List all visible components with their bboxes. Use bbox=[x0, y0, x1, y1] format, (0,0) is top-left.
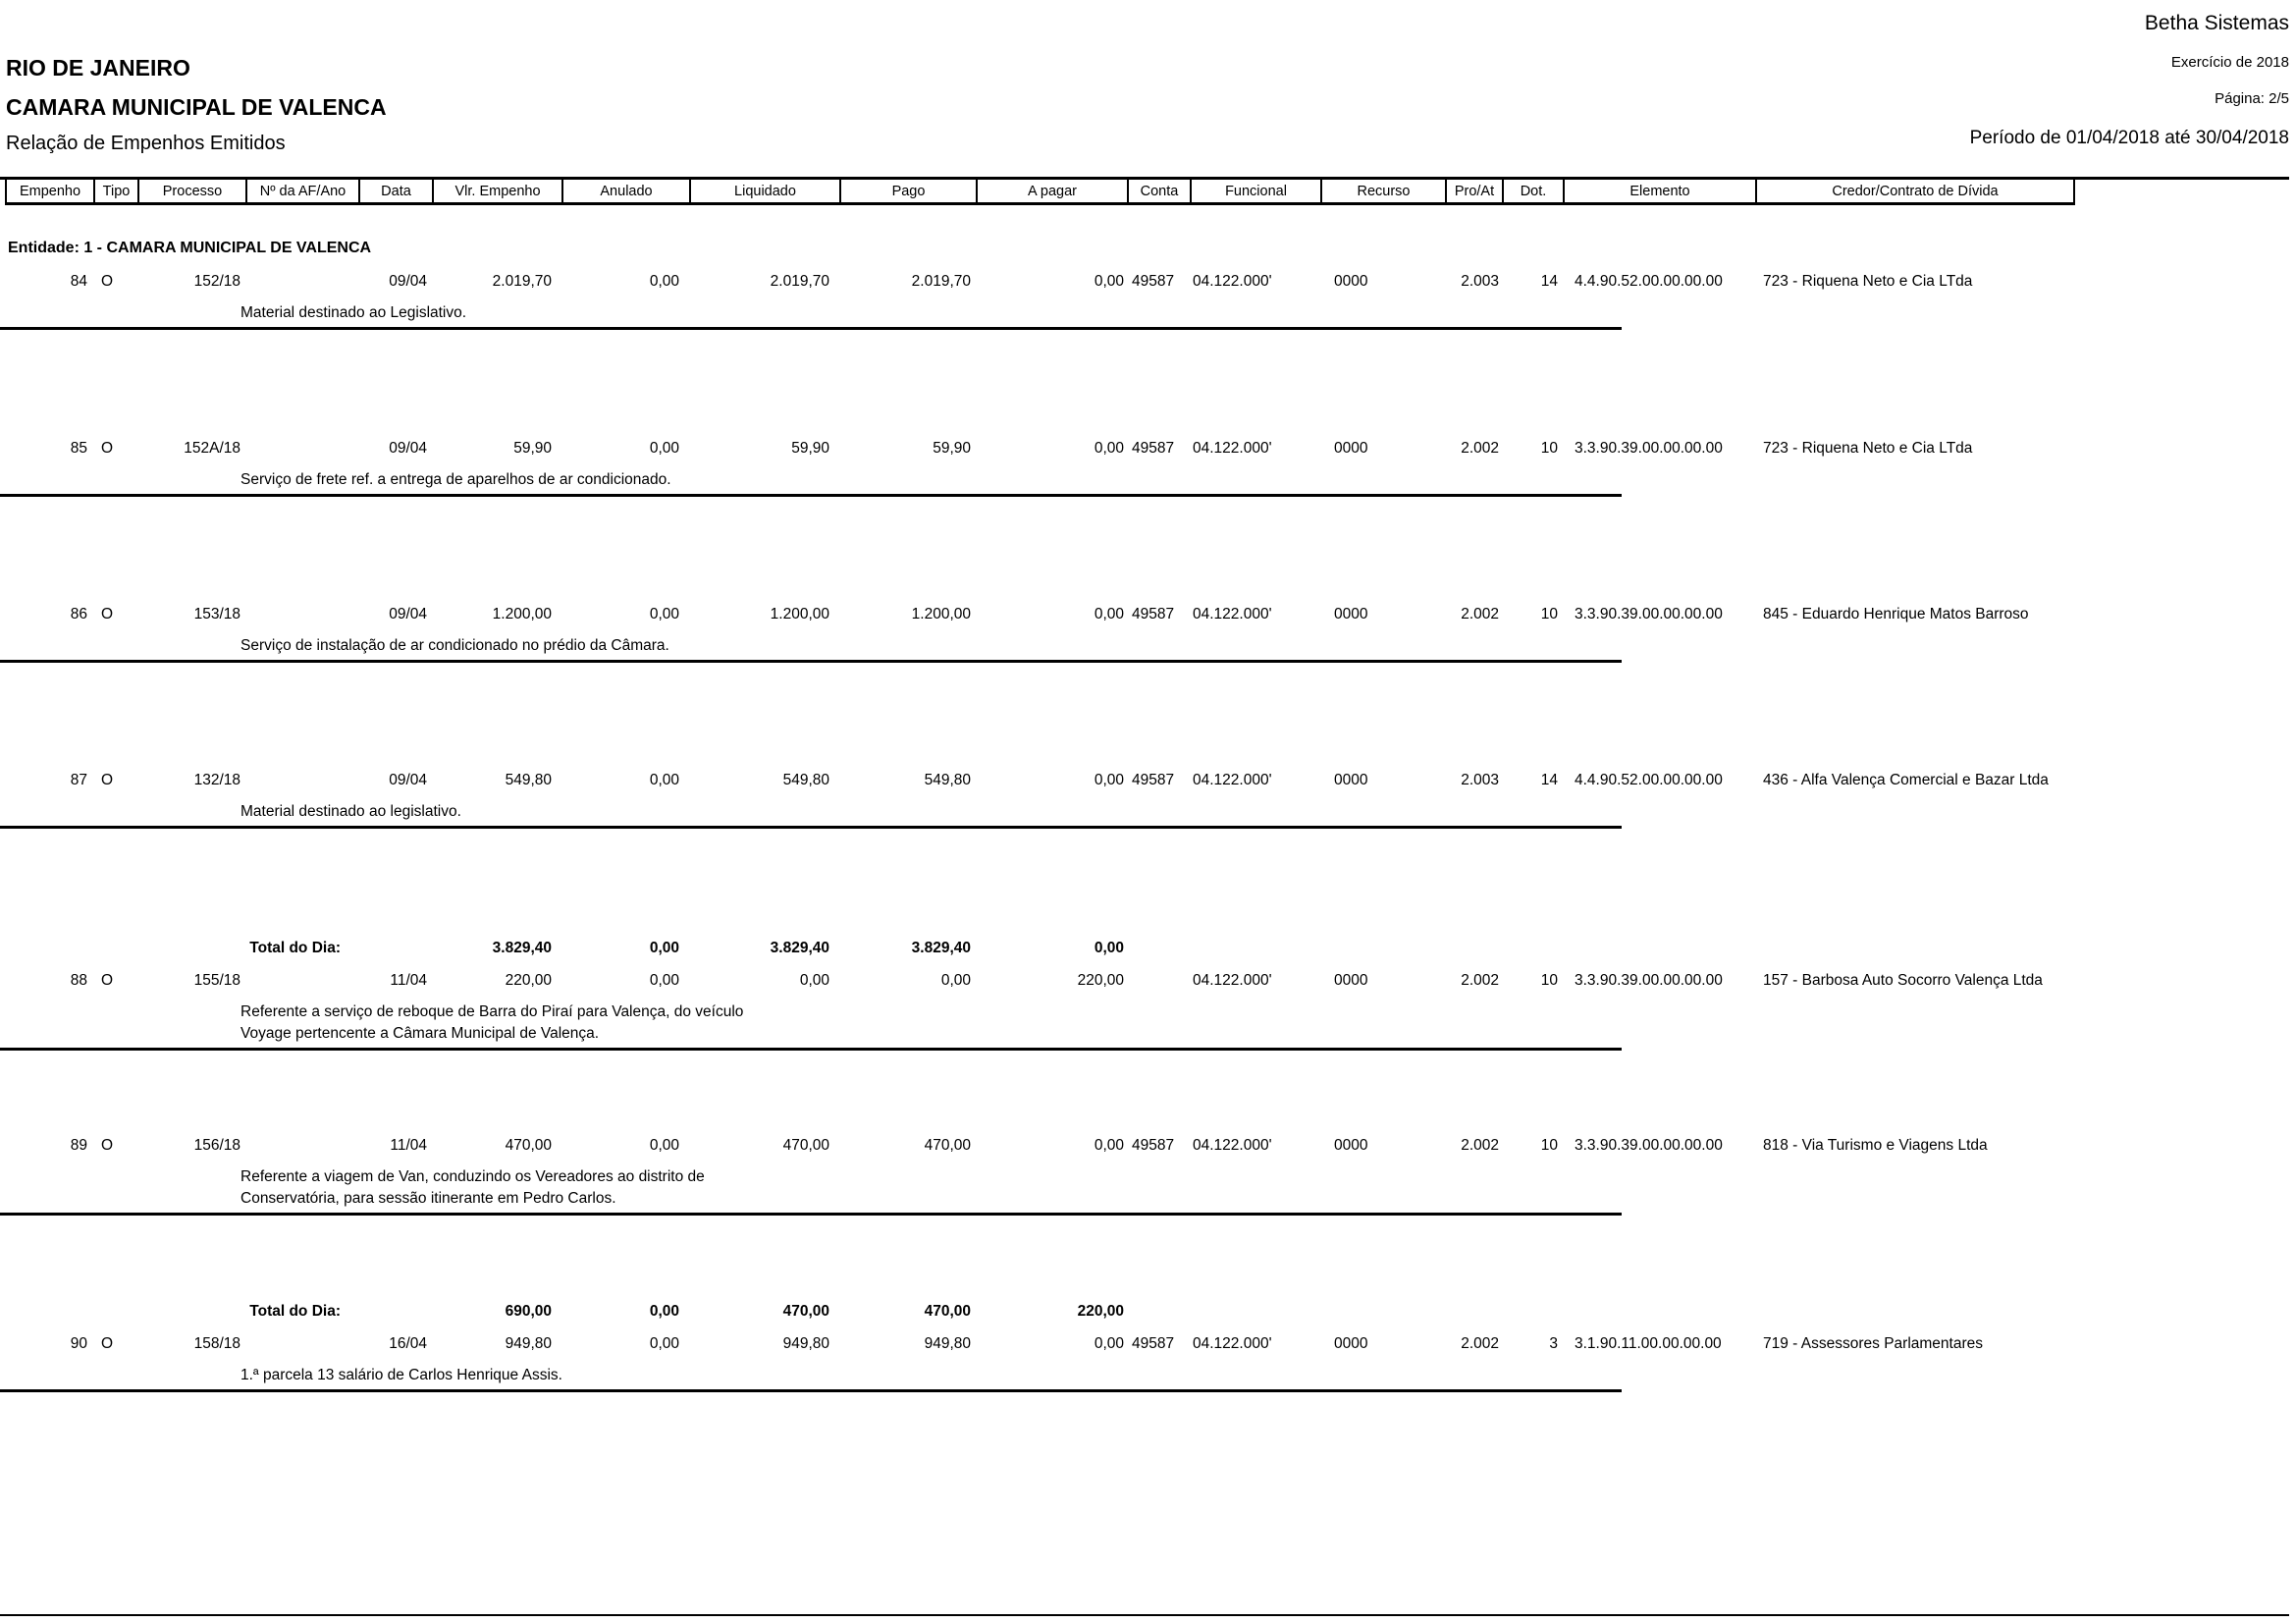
record-description bbox=[240, 801, 461, 823]
record-separator-rule bbox=[0, 494, 1622, 497]
cell-funcional: 04.122.000' bbox=[1193, 772, 1272, 788]
record-values bbox=[5, 1335, 2071, 1356]
cell-liquidado: 949,80 bbox=[782, 1335, 829, 1352]
column-header-af_ano: Nº da AF/Ano bbox=[247, 180, 360, 202]
record-description-line: Serviço de instalação de ar condicionado no prédio da Câmara. bbox=[240, 637, 669, 654]
column-header-empenho: Empenho bbox=[7, 180, 95, 202]
cell-data: 16/04 bbox=[389, 1335, 427, 1352]
cell-processo: 158/18 bbox=[193, 1335, 240, 1352]
cell-anulado: 0,00 bbox=[649, 606, 679, 622]
record-description bbox=[240, 1001, 743, 1045]
cell-credor: 723 - Riquena Neto e Cia LTda bbox=[1763, 273, 1973, 290]
empenho-record bbox=[0, 972, 2296, 1042]
cell-data: 09/04 bbox=[389, 440, 427, 457]
table-header-row bbox=[5, 180, 2075, 205]
cell-pago: 1.200,00 bbox=[911, 606, 971, 622]
cell-elemento: 4.4.90.52.00.00.00.00 bbox=[1575, 273, 1723, 290]
empenho-record bbox=[0, 772, 2296, 820]
cell-pro_at: 2.002 bbox=[1461, 1335, 1499, 1352]
cell-conta: 49587 bbox=[1132, 1137, 1175, 1154]
total-row bbox=[0, 940, 2296, 960]
cell-vlr_empenho: 2.019,70 bbox=[492, 273, 552, 290]
total-pago: 3.829,40 bbox=[911, 940, 971, 956]
cell-a_pagar: 0,00 bbox=[1094, 1335, 1124, 1352]
record-description bbox=[240, 1166, 705, 1210]
cell-a_pagar: 220,00 bbox=[1077, 972, 1124, 989]
cell-elemento: 3.3.90.39.00.00.00.00 bbox=[1575, 1137, 1723, 1154]
empenho-record bbox=[0, 1335, 2296, 1383]
cell-conta: 49587 bbox=[1132, 606, 1175, 622]
cell-vlr_empenho: 1.200,00 bbox=[492, 606, 552, 622]
column-header-elemento: Elemento bbox=[1565, 180, 1757, 202]
total-label: Total do Dia: bbox=[249, 1303, 341, 1320]
cell-anulado: 0,00 bbox=[649, 972, 679, 989]
total-anulado: 0,00 bbox=[649, 1303, 679, 1320]
column-header-processo: Processo bbox=[139, 180, 247, 202]
cell-af_ano bbox=[245, 1335, 358, 1356]
cell-pago: 59,90 bbox=[933, 440, 971, 457]
cell-pago: 949,80 bbox=[924, 1335, 971, 1352]
cell-elemento: 3.3.90.39.00.00.00.00 bbox=[1575, 972, 1723, 989]
total-liquidado: 3.829,40 bbox=[770, 940, 829, 956]
cell-tipo: O bbox=[101, 1335, 114, 1352]
cell-dot: 3 bbox=[1549, 1335, 1558, 1352]
cell-conta: 49587 bbox=[1132, 772, 1175, 788]
record-values bbox=[5, 1303, 2071, 1324]
cell-anulado: 0,00 bbox=[649, 273, 679, 290]
total-vlr_empenho: 690,00 bbox=[505, 1303, 552, 1320]
cell-dot: 10 bbox=[1540, 972, 1558, 989]
cell-vlr_empenho: 220,00 bbox=[505, 972, 552, 989]
cell-dot: 10 bbox=[1540, 1137, 1558, 1154]
cell-dot: 10 bbox=[1540, 440, 1558, 457]
cell-a_pagar: 0,00 bbox=[1094, 1137, 1124, 1154]
cell-elemento: 3.3.90.39.00.00.00.00 bbox=[1575, 440, 1723, 457]
record-values bbox=[5, 1137, 2071, 1158]
cell-liquidado: 1.200,00 bbox=[770, 606, 829, 622]
record-values bbox=[5, 940, 2071, 960]
cell-anulado: 0,00 bbox=[649, 772, 679, 788]
report-period: Período de 01/04/2018 até 30/04/2018 bbox=[1969, 128, 2289, 148]
column-header-a_pagar: A pagar bbox=[978, 180, 1129, 202]
cell-credor: 845 - Eduardo Henrique Matos Barroso bbox=[1763, 606, 2029, 622]
cell-credor: 157 - Barbosa Auto Socorro Valença Ltda bbox=[1763, 972, 2043, 989]
total-spacer bbox=[358, 1303, 432, 1324]
record-description-line: Material destinado ao Legislativo. bbox=[240, 304, 467, 321]
cell-af_ano bbox=[245, 772, 358, 792]
cell-anulado: 0,00 bbox=[649, 440, 679, 457]
column-header-pro_at: Pro/At bbox=[1447, 180, 1504, 202]
cell-a_pagar: 0,00 bbox=[1094, 606, 1124, 622]
cell-anulado: 0,00 bbox=[649, 1335, 679, 1352]
page-number: Página: 2/5 bbox=[2215, 90, 2289, 107]
cell-processo: 156/18 bbox=[193, 1137, 240, 1154]
cell-credor: 436 - Alfa Valença Comercial e Bazar Ltda bbox=[1763, 772, 2049, 788]
cell-pago: 470,00 bbox=[924, 1137, 971, 1154]
record-values bbox=[5, 772, 2071, 792]
cell-data: 11/04 bbox=[390, 972, 427, 989]
cell-tipo: O bbox=[101, 606, 114, 622]
record-description-line: Voyage pertencente a Câmara Municipal de Valença. bbox=[240, 1025, 600, 1042]
column-header-dot: Dot. bbox=[1504, 180, 1565, 202]
cell-credor: 818 - Via Turismo e Viagens Ltda bbox=[1763, 1137, 1988, 1154]
cell-empenho: 89 bbox=[70, 1137, 87, 1154]
cell-data: 09/04 bbox=[389, 273, 427, 290]
total-spacer bbox=[358, 940, 432, 960]
cell-pro_at: 2.003 bbox=[1461, 273, 1499, 290]
municipality-name: CAMARA MUNICIPAL DE VALENCA bbox=[6, 94, 387, 120]
column-header-vlr_empenho: Vlr. Empenho bbox=[434, 180, 563, 202]
record-description-line: Conservatória, para sessão itinerante em Pedro Carlos. bbox=[240, 1190, 616, 1207]
cell-funcional: 04.122.000' bbox=[1193, 972, 1272, 989]
column-header-funcional: Funcional bbox=[1192, 180, 1322, 202]
record-description bbox=[240, 635, 669, 657]
total-liquidado: 470,00 bbox=[782, 1303, 829, 1320]
column-header-liquidado: Liquidado bbox=[691, 180, 841, 202]
cell-elemento: 3.3.90.39.00.00.00.00 bbox=[1575, 606, 1723, 622]
cell-funcional: 04.122.000' bbox=[1193, 606, 1272, 622]
total-label: Total do Dia: bbox=[249, 940, 341, 956]
cell-recurso: 0000 bbox=[1334, 273, 1368, 290]
cell-processo: 152/18 bbox=[193, 273, 240, 290]
cell-liquidado: 0,00 bbox=[799, 972, 829, 989]
cell-conta: 49587 bbox=[1132, 1335, 1175, 1352]
cell-af_ano bbox=[245, 972, 358, 993]
cell-conta: 49587 bbox=[1132, 273, 1175, 290]
cell-data: 09/04 bbox=[389, 772, 427, 788]
cell-vlr_empenho: 470,00 bbox=[505, 1137, 552, 1154]
record-separator-rule bbox=[0, 660, 1622, 663]
cell-liquidado: 2.019,70 bbox=[770, 273, 829, 290]
record-values bbox=[5, 606, 2071, 626]
cell-vlr_empenho: 59,90 bbox=[513, 440, 552, 457]
cell-dot: 14 bbox=[1540, 772, 1558, 788]
cell-a_pagar: 0,00 bbox=[1094, 772, 1124, 788]
record-description-line: Serviço de frete ref. a entrega de aparelhos de ar condicionado. bbox=[240, 471, 671, 488]
cell-recurso: 0000 bbox=[1334, 606, 1368, 622]
record-description-line: Referente a viagem de Van, conduzindo os Vereadores ao distrito de bbox=[240, 1168, 705, 1185]
cell-funcional: 04.122.000' bbox=[1193, 440, 1272, 457]
record-separator-rule bbox=[0, 327, 1622, 330]
cell-funcional: 04.122.000' bbox=[1193, 1137, 1272, 1154]
cell-pro_at: 2.003 bbox=[1461, 772, 1499, 788]
column-header-conta: Conta bbox=[1129, 180, 1192, 202]
cell-tipo: O bbox=[101, 440, 114, 457]
record-separator-rule bbox=[0, 826, 1622, 829]
column-header-anulado: Anulado bbox=[563, 180, 691, 202]
cell-liquidado: 549,80 bbox=[782, 772, 829, 788]
empenho-record bbox=[0, 1137, 2296, 1207]
cell-conta: 49587 bbox=[1132, 440, 1175, 457]
cell-anulado: 0,00 bbox=[649, 1137, 679, 1154]
record-separator-rule bbox=[0, 1389, 1622, 1392]
cell-processo: 153/18 bbox=[193, 606, 240, 622]
cell-recurso: 0000 bbox=[1334, 772, 1368, 788]
cell-elemento: 3.1.90.11.00.00.00.00 bbox=[1575, 1335, 1722, 1352]
cell-empenho: 85 bbox=[70, 440, 87, 457]
cell-liquidado: 470,00 bbox=[782, 1137, 829, 1154]
cell-pro_at: 2.002 bbox=[1461, 606, 1499, 622]
cell-pago: 0,00 bbox=[940, 972, 971, 989]
cell-empenho: 90 bbox=[70, 1335, 87, 1352]
total-a_pagar: 0,00 bbox=[1094, 940, 1124, 956]
cell-empenho: 87 bbox=[70, 772, 87, 788]
cell-a_pagar: 0,00 bbox=[1094, 440, 1124, 457]
empenho-record bbox=[0, 273, 2296, 321]
record-description-line: Referente a serviço de reboque de Barra do Piraí para Valença, do veículo bbox=[240, 1003, 744, 1020]
cell-funcional: 04.122.000' bbox=[1193, 1335, 1272, 1352]
cell-pro_at: 2.002 bbox=[1461, 440, 1499, 457]
empenho-record bbox=[0, 606, 2296, 654]
cell-empenho: 84 bbox=[70, 273, 87, 290]
cell-vlr_empenho: 549,80 bbox=[505, 772, 552, 788]
cell-processo: 152A/18 bbox=[184, 440, 240, 457]
record-separator-rule bbox=[0, 1048, 1622, 1051]
cell-funcional: 04.122.000' bbox=[1193, 273, 1272, 290]
record-description-line: 1.ª parcela 13 salário de Carlos Henrique Assis. bbox=[240, 1367, 562, 1383]
column-header-recurso: Recurso bbox=[1322, 180, 1447, 202]
cell-recurso: 0000 bbox=[1334, 972, 1368, 989]
total-a_pagar: 220,00 bbox=[1077, 1303, 1124, 1320]
total-pago: 470,00 bbox=[924, 1303, 971, 1320]
cell-recurso: 0000 bbox=[1334, 440, 1368, 457]
record-separator-rule bbox=[0, 1213, 1622, 1216]
cell-conta bbox=[1127, 972, 1190, 993]
empenho-record bbox=[0, 440, 2296, 488]
column-header-tipo: Tipo bbox=[95, 180, 139, 202]
cell-pro_at: 2.002 bbox=[1461, 972, 1499, 989]
report-title: Relação de Empenhos Emitidos bbox=[6, 133, 286, 154]
cell-vlr_empenho: 949,80 bbox=[505, 1335, 552, 1352]
cell-tipo: O bbox=[101, 772, 114, 788]
record-description-line: Material destinado ao legislativo. bbox=[240, 803, 461, 820]
cell-processo: 155/18 bbox=[193, 972, 240, 989]
cell-recurso: 0000 bbox=[1334, 1137, 1368, 1154]
record-values bbox=[5, 972, 2071, 993]
cell-credor: 719 - Assessores Parlamentares bbox=[1763, 1335, 1983, 1352]
cell-liquidado: 59,90 bbox=[791, 440, 829, 457]
column-header-pago: Pago bbox=[841, 180, 978, 202]
cell-empenho: 88 bbox=[70, 972, 87, 989]
cell-a_pagar: 0,00 bbox=[1094, 273, 1124, 290]
record-description bbox=[240, 302, 466, 324]
total-vlr_empenho: 3.829,40 bbox=[492, 940, 552, 956]
record-description bbox=[240, 1365, 562, 1386]
cell-empenho: 86 bbox=[70, 606, 87, 622]
entity-header: Entidade: 1 - CAMARA MUNICIPAL DE VALENCA bbox=[8, 240, 372, 256]
cell-pago: 549,80 bbox=[924, 772, 971, 788]
record-description bbox=[240, 469, 671, 491]
cell-elemento: 4.4.90.52.00.00.00.00 bbox=[1575, 772, 1723, 788]
exercise-label: Exercício de 2018 bbox=[2170, 54, 2289, 71]
cell-af_ano bbox=[245, 606, 358, 626]
cell-dot: 14 bbox=[1540, 273, 1558, 290]
record-values bbox=[5, 440, 2071, 460]
column-header-data: Data bbox=[360, 180, 434, 202]
column-header-credor: Credor/Contrato de Dívida bbox=[1832, 183, 1999, 199]
cell-data: 11/04 bbox=[390, 1137, 427, 1154]
cell-pago: 2.019,70 bbox=[911, 273, 971, 290]
cell-recurso: 0000 bbox=[1334, 1335, 1368, 1352]
cell-af_ano bbox=[245, 1137, 358, 1158]
cell-dot: 10 bbox=[1540, 606, 1558, 622]
page-bottom-rule bbox=[0, 1614, 2289, 1616]
cell-af_ano bbox=[245, 273, 358, 294]
cell-af_ano bbox=[245, 440, 358, 460]
cell-pro_at: 2.002 bbox=[1461, 1137, 1499, 1154]
vendor-name: Betha Sistemas bbox=[2144, 12, 2289, 34]
total-row bbox=[0, 1303, 2296, 1324]
cell-tipo: O bbox=[101, 972, 114, 989]
cell-data: 09/04 bbox=[389, 606, 427, 622]
record-values bbox=[5, 273, 2071, 294]
cell-credor: 723 - Riquena Neto e Cia LTda bbox=[1763, 440, 1973, 457]
cell-processo: 132/18 bbox=[193, 772, 240, 788]
cell-tipo: O bbox=[101, 1137, 114, 1154]
total-anulado: 0,00 bbox=[649, 940, 679, 956]
state-name: RIO DE JANEIRO bbox=[6, 55, 190, 81]
cell-tipo: O bbox=[101, 273, 114, 290]
